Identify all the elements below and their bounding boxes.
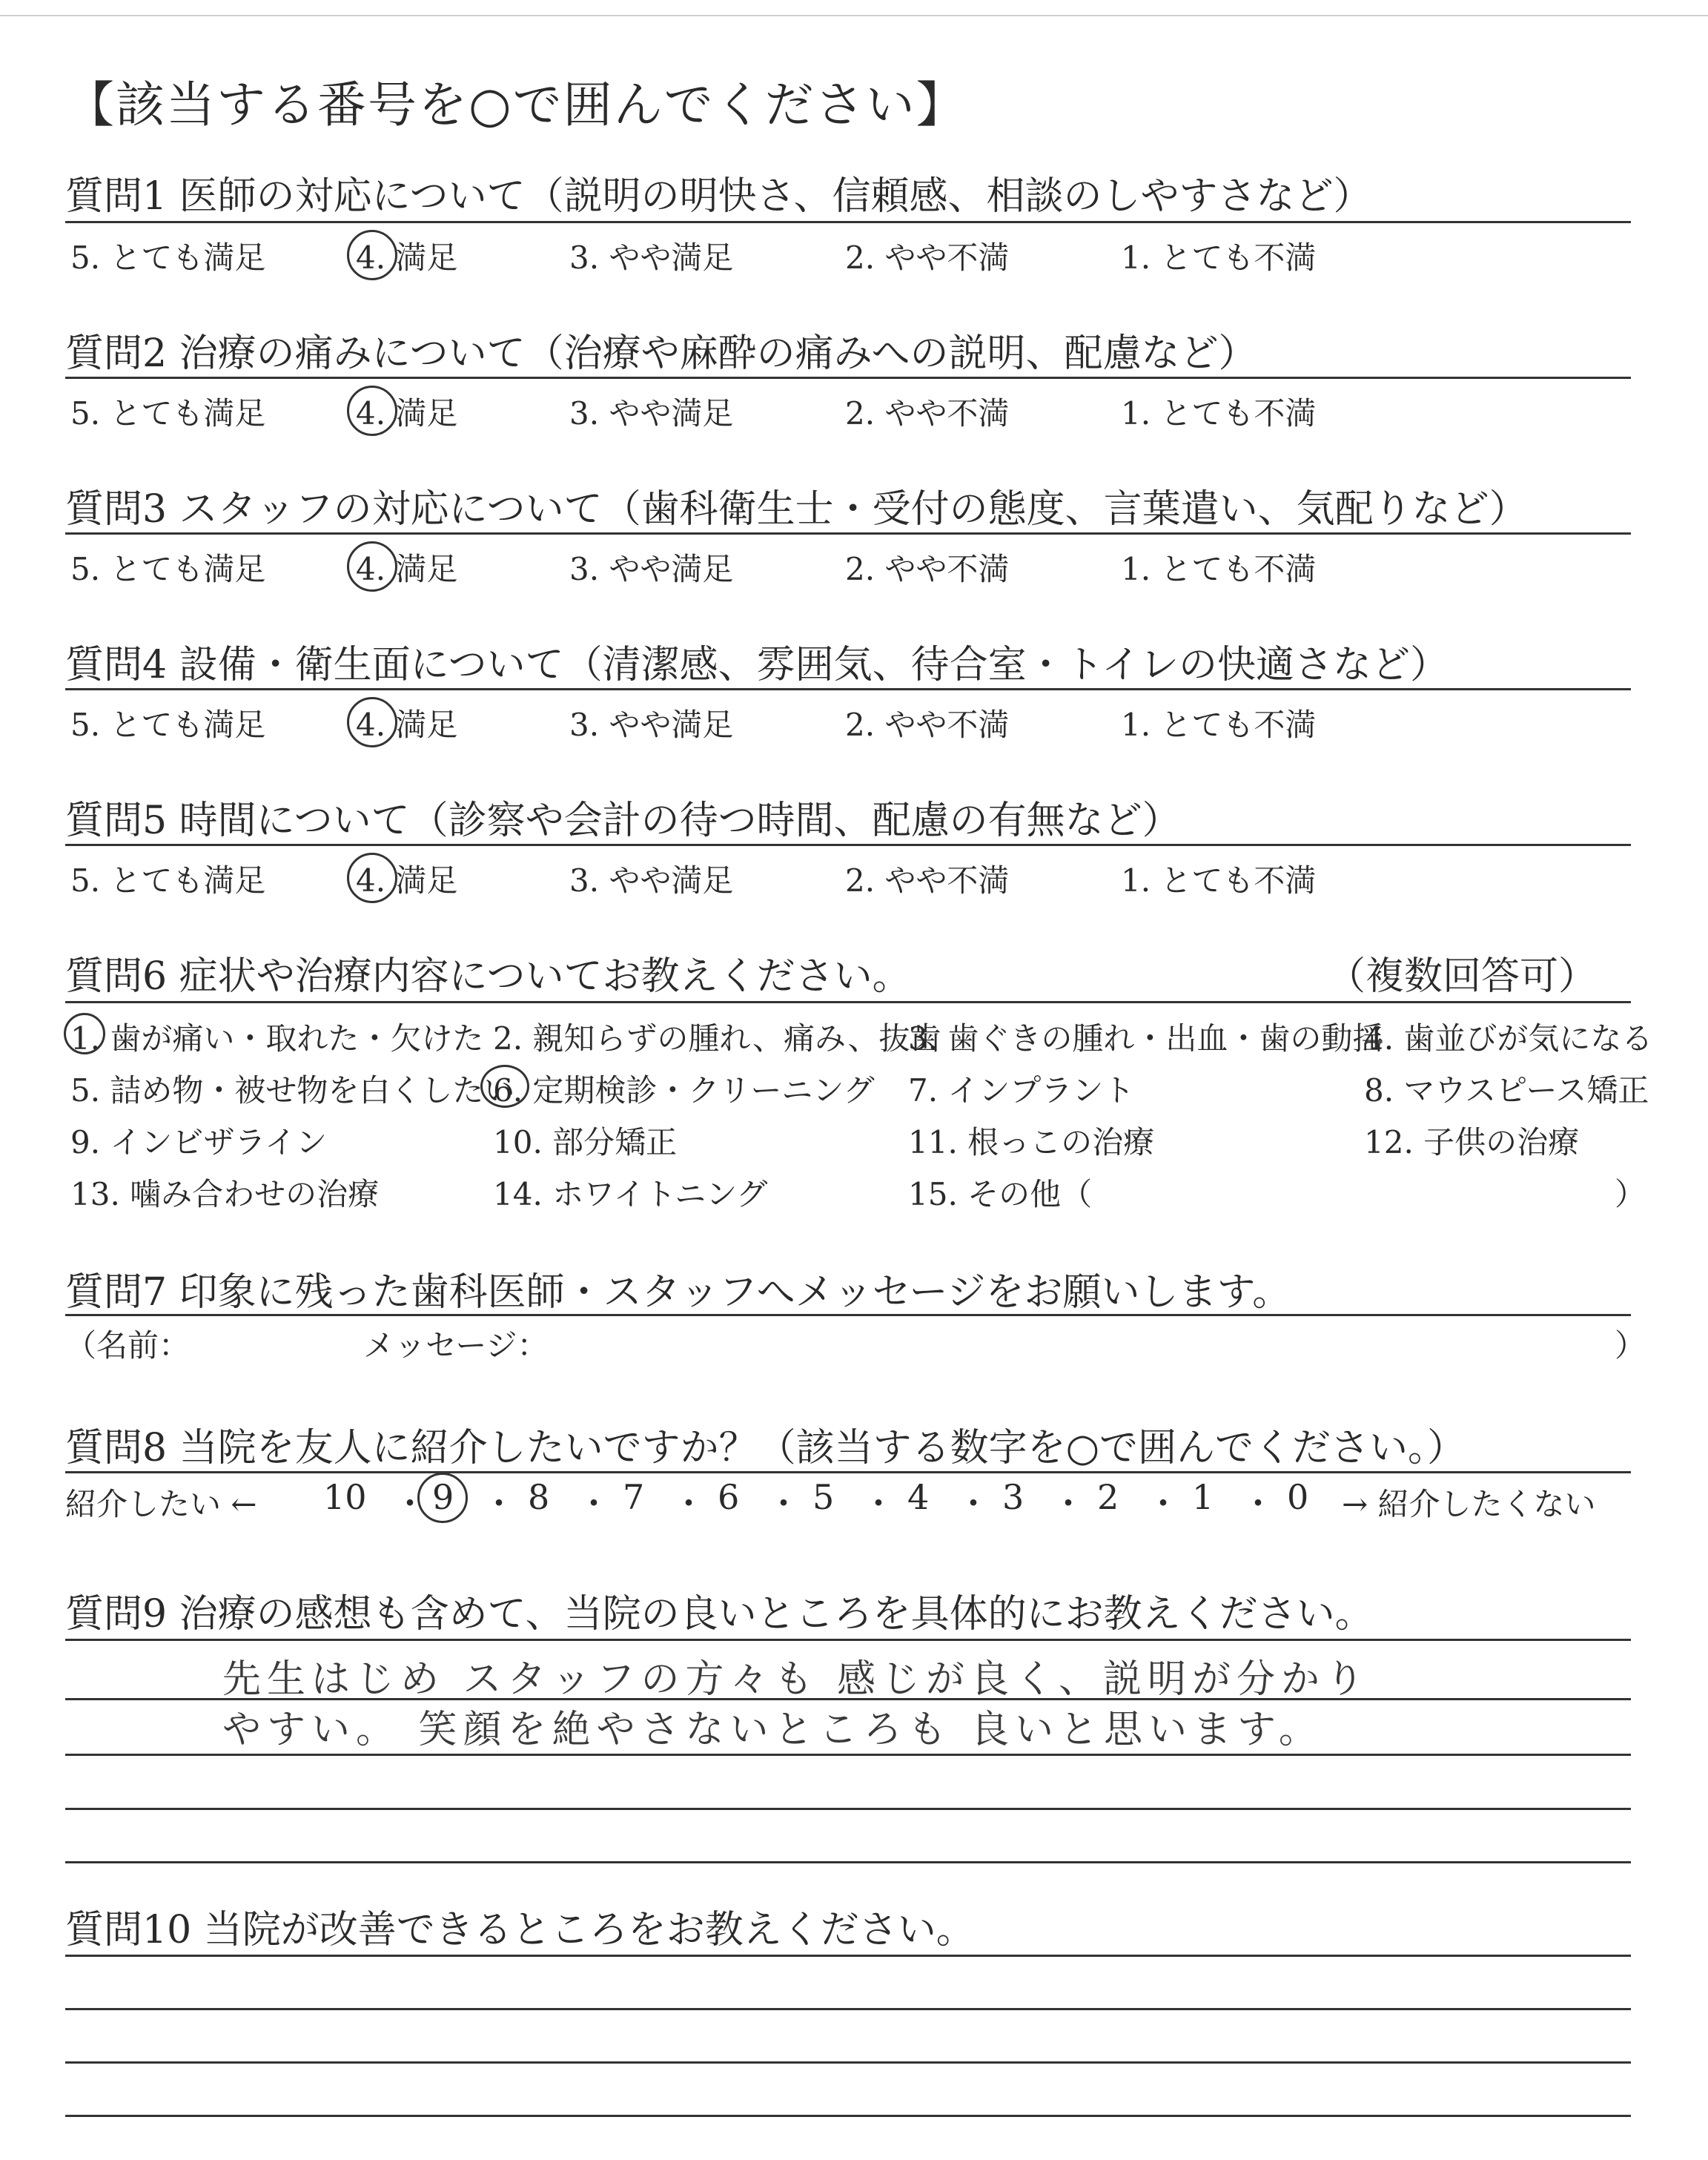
q4-option-3[interactable]: 3. やや満足: [569, 707, 734, 743]
q10-rule-2: [65, 2008, 1631, 2010]
q8-number-5[interactable]: 5: [812, 1477, 835, 1517]
q3-title: 質問3 スタッフの対応について（歯科衛生士・受付の態度、言葉遣い、気配りなど）: [65, 487, 1528, 532]
q2-option-5[interactable]: 5. とても満足: [70, 395, 266, 432]
q2-option-4[interactable]: 4. 満足: [356, 395, 458, 432]
q6-option-11[interactable]: 11. 根っこの治療: [908, 1124, 1155, 1160]
q7-title: 質問7 印象に残った歯科医師・スタッフへメッセージをお願いします。: [65, 1270, 1291, 1315]
q6-option-15[interactable]: 15. その他（: [908, 1176, 1093, 1212]
q6-option-13[interactable]: 13. 噛み合わせの治療: [70, 1176, 380, 1212]
q7-close-paren: ）: [1615, 1327, 1646, 1364]
q8-dot: ・: [767, 1484, 801, 1524]
q4-title: 質問4 設備・衛生面について（清潔感、雰囲気、待合室・トイレの快適さなど）: [65, 643, 1449, 687]
q8-number-2[interactable]: 2: [1097, 1477, 1119, 1517]
q2-option-3[interactable]: 3. やや満足: [569, 395, 734, 432]
q2-option-2[interactable]: 2. やや不満: [845, 395, 1010, 432]
q6-option-9[interactable]: 9. インビザライン: [70, 1124, 328, 1160]
q8-dot: ・: [482, 1484, 516, 1524]
q6-option-2[interactable]: 2. 親知らずの腫れ、痛み、抜歯: [493, 1020, 941, 1057]
q5-option-2[interactable]: 2. やや不満: [845, 862, 1010, 899]
q1-rule: [65, 221, 1631, 223]
q5-title: 質問5 時間について（診察や会計の待つ時間、配慮の有無など）: [65, 799, 1181, 843]
q8-dot: ・: [956, 1484, 990, 1524]
q5-option-3[interactable]: 3. やや満足: [569, 862, 734, 899]
page-top-edge: [0, 15, 1708, 16]
q8-number-8[interactable]: 8: [528, 1477, 550, 1517]
q10-rule-4: [65, 2115, 1631, 2117]
q1-option-1[interactable]: 1. とても不満: [1121, 240, 1317, 276]
q2-option-1[interactable]: 1. とても不満: [1121, 395, 1317, 432]
q6-title: 質問6 症状や治療内容についてお教えください。: [65, 954, 911, 999]
q3-rule: [65, 532, 1631, 535]
q8-right-label: → 紹介したくない: [1342, 1486, 1596, 1522]
q8-number-9[interactable]: 9: [432, 1477, 454, 1517]
q3-option-4[interactable]: 4. 満足: [356, 551, 458, 587]
q6-note: （複数回答可）: [1326, 954, 1597, 999]
q1-option-5[interactable]: 5. とても満足: [70, 240, 266, 276]
q9-rule-1: [65, 1639, 1631, 1641]
q8-number-6[interactable]: 6: [718, 1477, 740, 1517]
q6-option-6[interactable]: 6. 定期検診・クリーニング: [493, 1072, 875, 1109]
q2-title: 質問2 治療の痛みについて（治療や麻酔の痛みへの説明、配慮など）: [65, 331, 1257, 376]
q4-option-5[interactable]: 5. とても満足: [70, 707, 266, 743]
q3-option-5[interactable]: 5. とても満足: [70, 551, 266, 587]
q8-dot: ・: [1146, 1484, 1180, 1524]
q9-title: 質問9 治療の感想も含めて、当院の良いところを具体的にお教えください。: [65, 1592, 1374, 1636]
q6-option-10[interactable]: 10. 部分矯正: [493, 1124, 678, 1160]
q3-option-1[interactable]: 1. とても不満: [1121, 551, 1317, 587]
q8-left-label: 紹介したい ←: [65, 1486, 257, 1522]
q9-answer-line-1: 先生はじめ スタッフの方々も 感じが良く、説明が分かり: [222, 1657, 1371, 1702]
q8-rule: [65, 1471, 1631, 1473]
q10-rule-3: [65, 2061, 1631, 2064]
q4-selection-circle: [347, 697, 397, 747]
q6-option-4[interactable]: 4. 歯並びが気になる: [1364, 1020, 1653, 1057]
q1-option-2[interactable]: 2. やや不満: [845, 240, 1010, 276]
q6-option-14[interactable]: 14. ホワイトニング: [493, 1176, 768, 1212]
q3-option-3[interactable]: 3. やや満足: [569, 551, 734, 587]
q8-number-1[interactable]: 1: [1192, 1477, 1214, 1517]
q8-dot: ・: [393, 1484, 427, 1524]
q8-number-7[interactable]: 7: [623, 1477, 645, 1517]
q6-selection-circle-6: [480, 1065, 529, 1108]
q6-option-3[interactable]: 3. 歯ぐきの腫れ・出血・歯の動揺: [908, 1020, 1384, 1057]
q3-selection-circle: [347, 541, 397, 592]
q1-option-4[interactable]: 4. 満足: [356, 240, 458, 276]
q8-dot: ・: [1051, 1484, 1085, 1524]
q8-number-3[interactable]: 3: [1002, 1477, 1025, 1517]
q6-option-5[interactable]: 5. 詰め物・被せ物を白くしたい: [70, 1072, 515, 1109]
q10-rule-1: [65, 1955, 1631, 1957]
q8-dot: ・: [577, 1484, 611, 1524]
q9-answer-line-2: やすい。 笑顔を絶やさないところも 良いと思います。: [222, 1708, 1323, 1752]
q8-number-10[interactable]: 10: [323, 1477, 367, 1517]
q1-option-3[interactable]: 3. やや満足: [569, 240, 734, 276]
q4-option-1[interactable]: 1. とても不満: [1121, 707, 1317, 743]
q5-option-5[interactable]: 5. とても満足: [70, 862, 266, 899]
q4-rule: [65, 688, 1631, 690]
form-title: 【該当する番号を○で囲んでください】: [65, 76, 967, 133]
q4-option-2[interactable]: 2. やや不満: [845, 707, 1010, 743]
q9-rule-4: [65, 1808, 1631, 1810]
q3-option-2[interactable]: 2. やや不満: [845, 551, 1010, 587]
q8-title: 質問8 当院を友人に紹介したいですか？（該当する数字を○で囲んでください。）: [65, 1426, 1466, 1470]
q2-selection-circle: [347, 386, 397, 436]
q5-option-1[interactable]: 1. とても不満: [1121, 862, 1317, 899]
q6-other-close-paren: ）: [1615, 1176, 1646, 1212]
q6-option-12[interactable]: 12. 子供の治療: [1364, 1124, 1580, 1160]
q8-dot: ・: [1241, 1484, 1275, 1524]
q8-dot: ・: [861, 1484, 896, 1524]
q1-selection-circle: [347, 230, 397, 280]
q9-rule-5: [65, 1861, 1631, 1863]
q7-message-label: メッセージ：: [363, 1327, 549, 1364]
q2-rule: [65, 377, 1631, 379]
q5-option-4[interactable]: 4. 満足: [356, 862, 458, 899]
q5-selection-circle: [347, 853, 397, 903]
q6-option-7[interactable]: 7. インプラント: [908, 1072, 1135, 1109]
q6-rule: [65, 1001, 1631, 1003]
q4-option-4[interactable]: 4. 満足: [356, 707, 458, 743]
q5-rule: [65, 844, 1631, 846]
q8-number-4[interactable]: 4: [907, 1477, 930, 1517]
q7-name-label: （名前：: [65, 1327, 191, 1364]
q8-dot: ・: [672, 1484, 706, 1524]
q9-rule-3: [65, 1754, 1631, 1756]
q10-title: 質問10 当院が改善できるところをお教えください。: [65, 1908, 975, 1952]
q6-option-8[interactable]: 8. マウスピース矯正: [1364, 1072, 1649, 1109]
q8-number-0[interactable]: 0: [1287, 1477, 1309, 1517]
q6-selection-circle-1: [64, 1013, 105, 1054]
q7-rule: [65, 1314, 1631, 1316]
q1-title: 質問1 医師の対応について（説明の明快さ、信頼感、相談のしやすさなど）: [65, 174, 1372, 219]
q6-option-1[interactable]: 1. 歯が痛い・取れた・欠けた: [70, 1020, 484, 1057]
